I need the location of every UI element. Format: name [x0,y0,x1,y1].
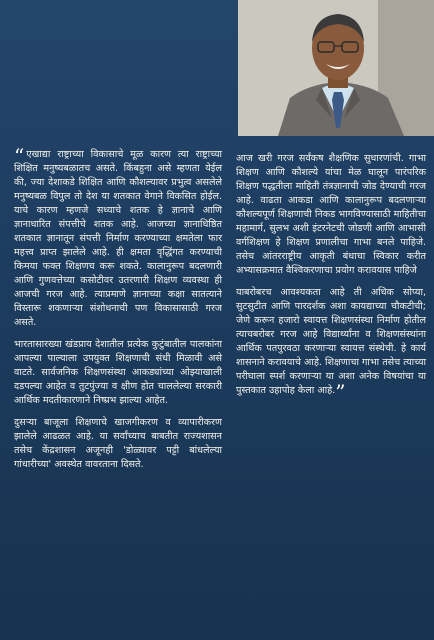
left-paragraph-1-text: एखाद्या राष्ट्राच्या विकासाचे मूळ कारण त्या राष्ट्राच्या शिक्षित मनुष्यबळातच असते. किंबहुना असे म्हणता येईल की, ज्या देशाकडे शिक्षित आणि कौशल्यावर प्रभुत्व असलेले मनुष्यबळ विपुल तो देश या शतकात वेगाने विकसित होईल. याचे कारण म्हणजे सध्याचे शतक हे ज्ञानाचे आणि ज्ञानाधारित संपत्तीचे शतक आहे. आजच्या ज्ञानाधिष्ठित शतकात ज्ञानातून संपत्ती निर्माण करण्याच्या क्षमतेला फार महत्त्व प्राप्त झालेले आहे. ही क्षमता वृद्धिंगत करण्याची किमया फक्त शिक्षणच करू शकते. कालानुरूप बदलणारी आणि गुणवत्तेच्या कसोटीवर उतरणारी शिक्षण व्यवस्था ही आजची गरज आहे. त्याप्रमाणे ज्ञानाच्या कक्षा सातत्याने विस्तारू शकणाऱ्या संशोधनाची पण विकासासाठी गरज असते. [14,149,222,328]
right-paragraph-1: आज खरी गरज सर्वंकष शैक्षणिक सुधारणांची. गाभा शिक्षण आणि कौशल्ये यांचा मेळ घालून पारंपरिक शिक्षण पद्धतीला माहिती तंत्रज्ञानाची जोड देण्याची गरज आहे. वाढता आकडा आणि कालानुरूप बदलणाऱ्या कौशल्यपूर्ण शिक्षणाची निकड भागविण्यासाठी माहितीचा महामार्ग, सुलभ अशी इंटरनेटची जोडणी आणि आभासी वर्गशिक्षण हे शिक्षण प्रणालीचा गाभा बनले पाहिजे. तसेच आंतरराष्ट्रीय आकृती बंधाचा स्विकार करीत अभ्यासक्रमात वैश्विकरणाचा प्रयोग करावयास पाहिजे [236,153,426,276]
closing-quote-mark: ” [335,380,346,404]
left-paragraph-2: भारतासारख्या खंडप्राय देशातील प्रत्येक कुटुंबातील पालकांना आपल्या पाल्याला उपयुक्त शिक्षणाची संधी मिळावी असे वाटते. सार्वजनिक शिक्षणसंस्था आकड्यांच्या ओझ्याखाली दडपल्या आहेत व तुटपुंज्या व क्षीण होत चाललेल्या सरकारी आर्थिक मदतीकारणाने निष्प्रभ झाल्या आहेत. [14,339,222,406]
left-text-column [14,144,222,480]
left-paragraph-1 [14,144,222,330]
author-portrait-photo [238,0,434,136]
author-portrait-icon [238,0,434,136]
left-paragraph-3: दुसऱ्या बाजूला शिक्षणाचे खाजगीकरण व व्यापारीकरण झालेले आढळत आहे. या सर्वांच्याच बाबतीत राज्यशासन तसेच केंद्रशासन अजूनही 'डोळ्यावर पट्टी बांधलेल्या गांधारीच्या' अवस्थेत वावरताना दिसते. [14,417,222,470]
opening-quote-mark: “ [14,144,25,168]
right-paragraph-2-text: याबरोबरच आवश्यकता आहे ती अधिक सोप्या, सुटसुटीत आणि पारदर्शक अशा कायद्याच्या चौकटीची; जेणे करून हजारो स्वायत्त शिक्षणसंस्था निर्माण होतील त्याचबरोबर गरज आहे विद्यार्थ्यांना व शिक्षणसंस्थांना आर्थिक पतपुरवठा करणाऱ्या स्वायत्त संस्थेची. हे कार्य शासनाने करावयाचे आहे. शिक्षणाचा गाभा तसेच त्याच्या परीघाला स्पर्श करणाऱ्या या अशा अनेक विषयांचा या पुस्तकात उहापोह केला आहे. [236,287,426,396]
right-text-column [236,152,426,406]
right-paragraph-2 [236,286,426,404]
